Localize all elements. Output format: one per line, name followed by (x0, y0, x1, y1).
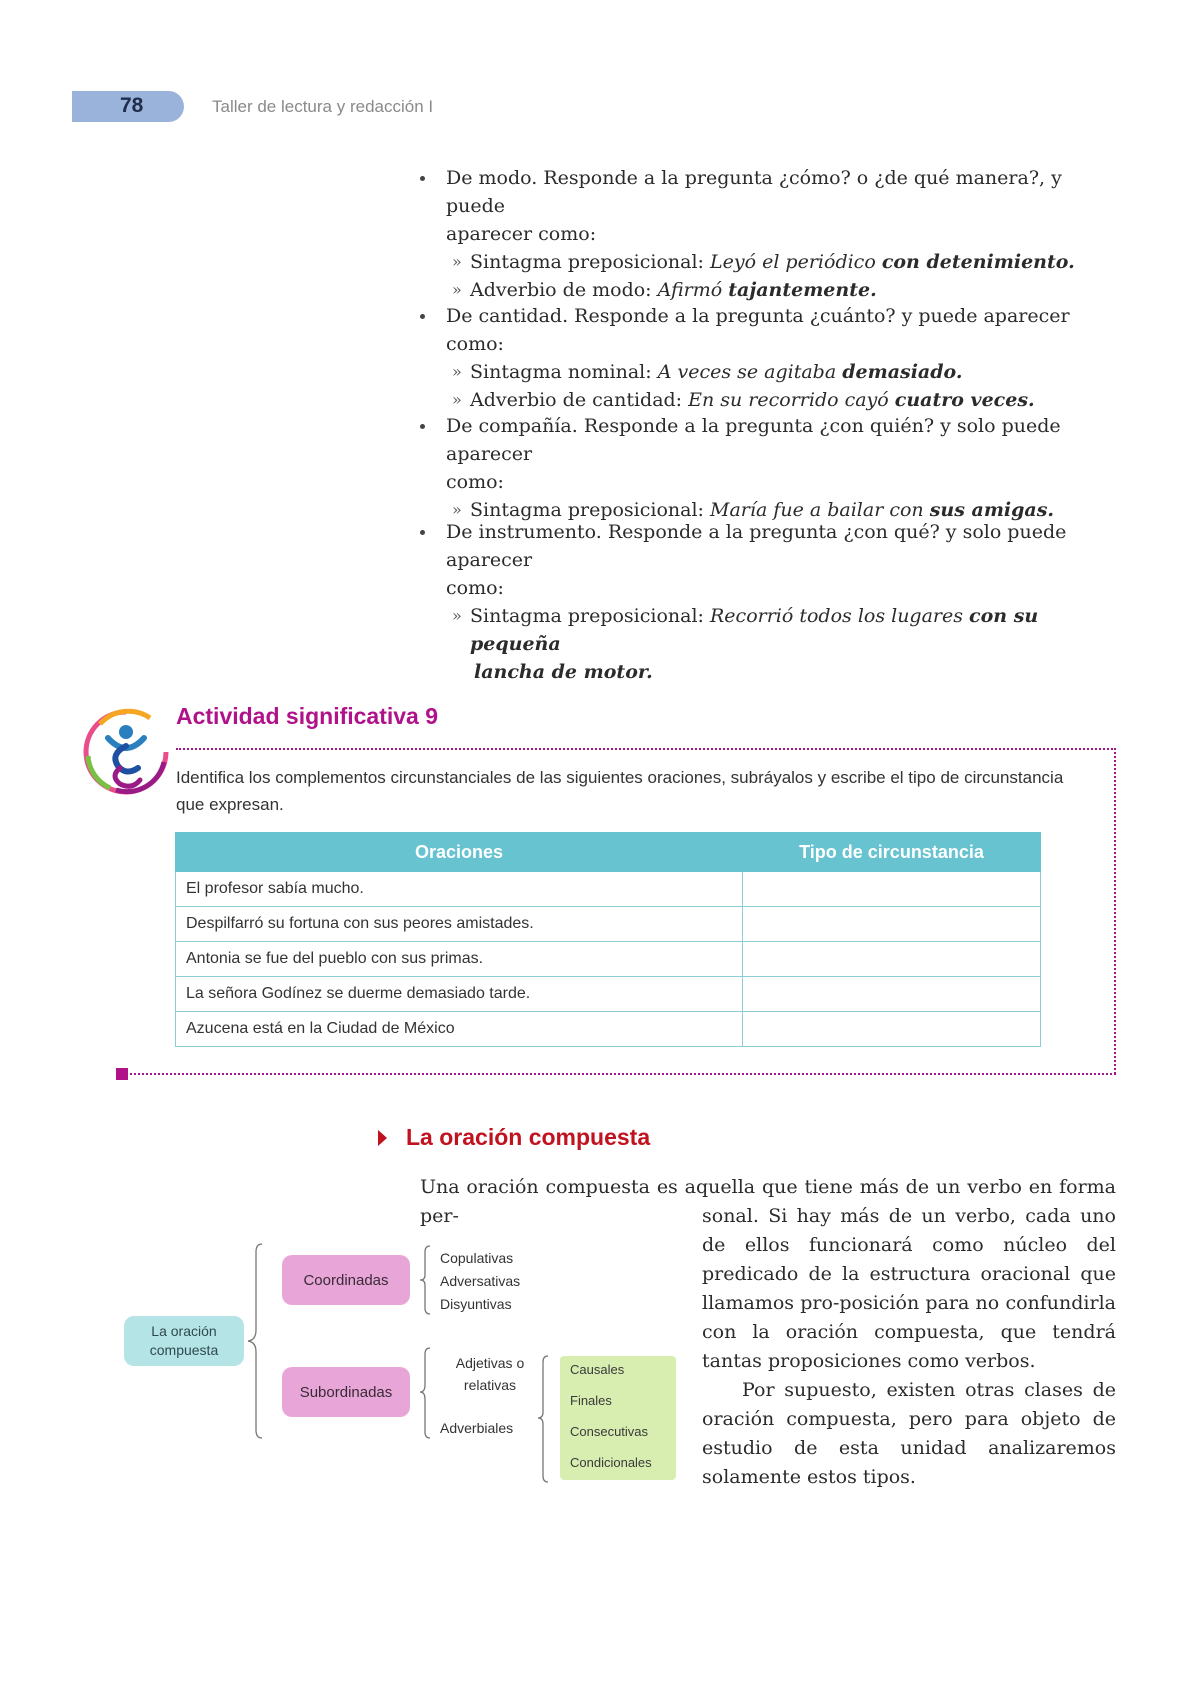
activity-instruction: Identifica los complementos circunstanciales de las siguientes oraciones, subráyalos y escribe el tipo de circunstancia que expresan. (176, 768, 1064, 814)
bullet-text: como: (446, 471, 504, 493)
adverbial-item: Condicionales (570, 1455, 652, 1470)
paragraph-1: sonal. Si hay más de un verbo, cada uno de ellos funcionará como núcleo del predicado de la estructura oracional que llamamos pro-posición para no confundirla con la oración compuesta, que tendrá tantas proposiciones como verbos. (702, 1205, 1116, 1372)
sub-bullet-icon: » (452, 362, 462, 381)
example-highlight: con su pequeña (470, 605, 1039, 655)
bullet-text: De instrumento. Responde a la pregunta ¿con qué? y solo puede aparecer (446, 521, 1067, 571)
sub-bullet-icon: » (452, 606, 462, 625)
example-highlight: sus amigas. (929, 499, 1055, 521)
sentence-cell: Antonia se fue del pueblo con sus primas. (176, 942, 743, 977)
sub-bullet-icon: » (452, 500, 462, 519)
paragraph-2: Por supuesto, existen otras clases de oración compuesta, pero para objeto de estudio de esta unidad analizaremos solamente estos tipos. (702, 1379, 1116, 1488)
coord-item: Copulativas (440, 1250, 514, 1266)
bullet-text: De modo. Responde a la pregunta ¿cómo? o ¿de qué manera?, y puede (446, 167, 1062, 217)
concept-coordinadas-node: Coordinadas (282, 1255, 410, 1305)
running-title: Taller de lectura y redacción I (212, 97, 434, 116)
adverbial-item: Consecutivas (570, 1424, 649, 1439)
bullet-text: De cantidad. Responde a la pregunta ¿cuánto? y puede aparecer como: (446, 305, 1070, 355)
example-text: A veces se agitaba (657, 361, 843, 383)
example-highlight: tajantemente. (728, 279, 877, 301)
sub-label: Sintagma preposicional: (470, 251, 710, 273)
adverbial-item: Causales (570, 1362, 625, 1377)
adverbiales-label: Adverbiales (440, 1420, 514, 1436)
sentence-cell: La señora Godínez se duerme demasiado tarde. (176, 977, 743, 1012)
example-text: Leyó el periódico (710, 251, 882, 273)
example-text: En su recorrido cayó (688, 389, 895, 411)
bullet-text: aparecer como: (446, 223, 597, 245)
adjetivas-label: Adjetivas o relativas (455, 1355, 525, 1393)
table-header-oraciones: Oraciones (176, 833, 743, 872)
adverbial-types-box (560, 1356, 676, 1480)
activity-title: Actividad significativa 9 (176, 703, 439, 729)
sub-label: Adverbio de cantidad: (470, 389, 689, 411)
sub-label: Sintagma preposicional: (470, 499, 710, 521)
adverbial-item: Finales (570, 1393, 612, 1408)
example-highlight: cuatro veces. (894, 389, 1035, 411)
page-number: 78 (120, 94, 144, 117)
concept-subordinadas-node: Subordinadas (282, 1367, 410, 1417)
sub-bullet-icon: » (452, 390, 462, 409)
sentence-cell: El profesor sabía mucho. (176, 872, 743, 907)
example-text: Recorrió todos los lugares (710, 605, 970, 627)
example-highlight: con detenimiento. (881, 251, 1075, 273)
section-title: La oración compuesta (406, 1124, 651, 1150)
sub-label: Adverbio de modo: (470, 279, 658, 301)
sub-bullet-icon: » (452, 252, 462, 271)
example-highlight: demasiado. (842, 361, 963, 383)
bullet-text: De compañía. Responde a la pregunta ¿con quién? y solo puede aparecer (446, 415, 1061, 465)
sub-label: Sintagma nominal: (470, 361, 658, 383)
paragraph-1-first-line: Una oración compuesta es aquella que tiene más de un verbo en forma per- (420, 1176, 1116, 1227)
example-highlight: lancha de motor. (474, 661, 653, 683)
sub-label: Sintagma preposicional: (470, 605, 710, 627)
concept-root-node: La oración compuesta (124, 1316, 244, 1366)
example-text: Afirmó (657, 279, 729, 301)
coord-item: Disyuntivas (440, 1296, 512, 1312)
example-text: María fue a bailar con (710, 499, 930, 521)
sub-bullet-icon: » (452, 280, 462, 299)
sentence-cell: Azucena está en la Ciudad de México (176, 1012, 743, 1047)
coord-item: Adversativas (440, 1273, 521, 1289)
bullet-text: como: (446, 577, 504, 599)
table-header-tipo: Tipo de circunstancia (743, 833, 1041, 872)
sentence-cell: Despilfarró su fortuna con sus peores amistades. (176, 907, 743, 942)
